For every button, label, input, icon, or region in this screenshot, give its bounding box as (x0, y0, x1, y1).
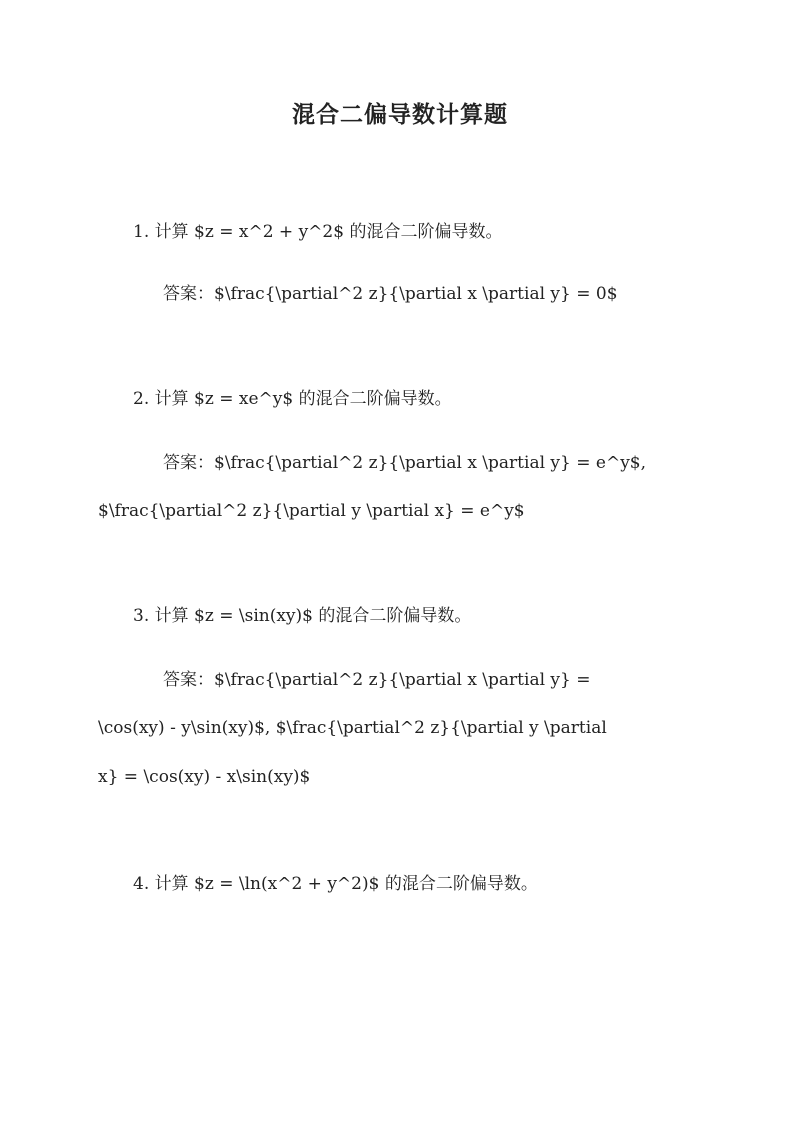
problem-1-number: 1. (133, 222, 150, 242)
problem-2-number: 2. (133, 389, 150, 409)
problem-1-answer: 答案：$\frac{\partial^2 z}{\partial x \partial y} = 0$ (163, 284, 618, 304)
problem-3-answer-line-1: 答案：$\frac{\partial^2 z}{\partial x \partial y} = (163, 670, 591, 690)
problem-3-question (133, 604, 471, 628)
problem-2-answer-line-1: 答案：$\frac{\partial^2 z}{\partial x \partial y} = e^y$, (163, 453, 647, 473)
problem-3-text: 计算 $z = \sin(xy)$ 的混合二阶偏导数。 (154, 606, 472, 626)
problem-2-answer-line-2: $\frac{\partial^2 z}{\partial y \partial x} = e^y$ (98, 501, 525, 521)
problem-3-number: 3. (133, 606, 150, 626)
problem-4-text: 计算 $z = \ln(x^2 + y^2)$ 的混合二阶偏导数。 (154, 874, 538, 894)
problem-4-number: 4. (133, 874, 150, 894)
page-title: 混合二偏导数计算题 (292, 101, 508, 128)
problem-1-question (133, 220, 502, 244)
problem-2-text: 计算 $z = xe^y$ 的混合二阶偏导数。 (154, 389, 452, 409)
problem-4-question (133, 872, 538, 896)
problem-3-answer-line-2: \cos(xy) - y\sin(xy)$, $\frac{\partial^2 z}{\partial y \partial (98, 718, 607, 738)
problem-3-answer-line-3: x} = \cos(xy) - x\sin(xy)$ (98, 767, 311, 787)
problem-2-question (133, 387, 452, 411)
problem-1-text: 计算 $z = x^2 + y^2$ 的混合二阶偏导数。 (154, 222, 503, 242)
